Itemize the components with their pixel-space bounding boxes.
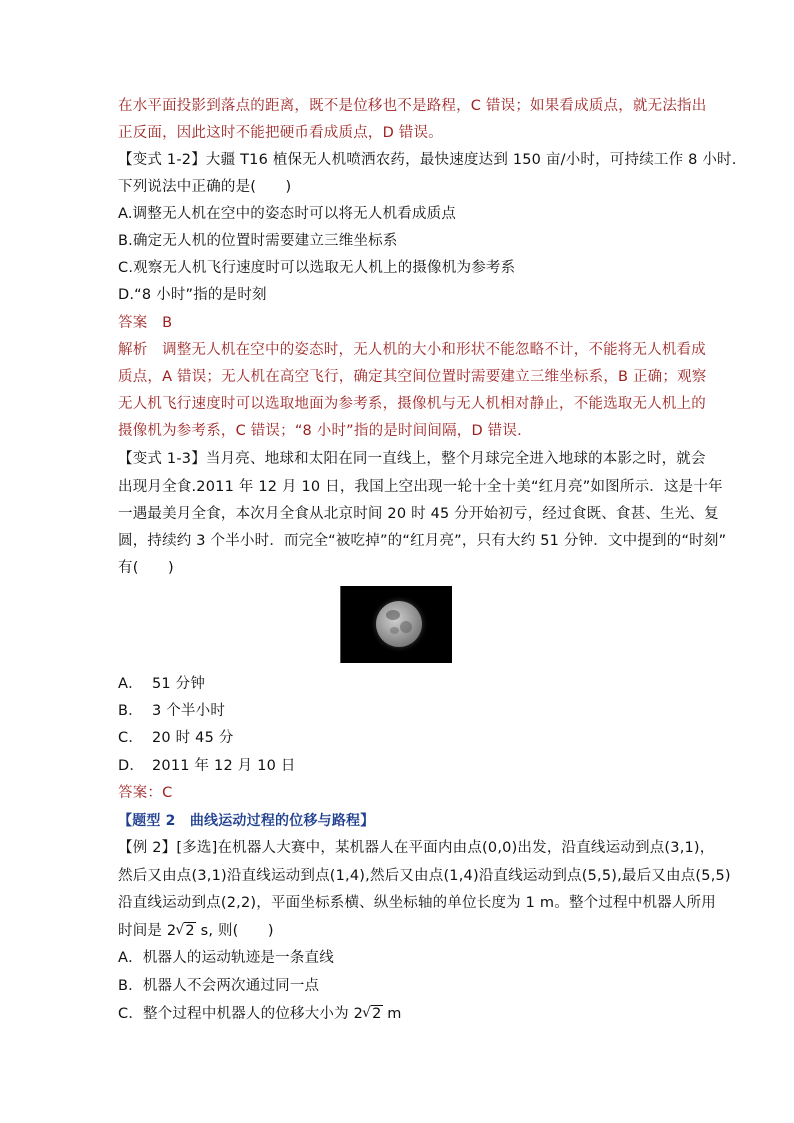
question-prompt: 下列说法中正确的是( ) xyxy=(118,179,292,195)
question-text: 一遇最美月全食，本次月全食从北京时间 20 时 45 分开始初亏，经过食既、食甚、生光、复 xyxy=(118,506,719,522)
option-text: 3 个半小时 xyxy=(152,703,226,719)
radicand: 2 xyxy=(372,1006,382,1022)
option-b: B.确定无人机的位置时需要建立三维坐标系 xyxy=(118,233,398,249)
question-text: 圆，持续约 3 个半小时．而完全“被吃掉”的“红月亮”，只有大约 51 分钟．文中提到的“时刻” xyxy=(118,533,727,549)
answer-line: 答案 B xyxy=(118,315,173,331)
analysis-line: 无人机飞行速度时可以选取地面为参考系，摄像机与无人机相对静止，不能选取无人机上的 xyxy=(118,396,706,412)
option-d xyxy=(118,756,296,776)
question-variant-1-3: 【变式 1-3】当月亮、地球和太阳在同一直线上，整个月球完全进入地球的本影之时，就会 xyxy=(118,451,706,467)
option-text: 20 时 45 分 xyxy=(152,730,234,746)
question-text: 有( ) xyxy=(118,560,174,576)
question-variant-1-2: 【变式 1-2】大疆 T16 植保无人机喷洒农药，最快速度达到 150 亩/小时，可持续工作 8 小时. xyxy=(118,152,737,168)
option-a xyxy=(118,674,205,694)
analysis-line: 摄像机为参考系，C 错误；“8 小时”指的是时间间隔，D 错误. xyxy=(118,423,522,439)
example-2-text xyxy=(118,921,274,941)
option-label: C． xyxy=(118,730,144,746)
option-a: A．机器人的运动轨迹是一条直线 xyxy=(118,950,334,966)
text-segment: m xyxy=(382,1006,402,1022)
option-text: 51 分钟 xyxy=(152,676,206,692)
option-c xyxy=(118,728,234,748)
option-a: A.调整无人机在空中的姿态时可以将无人机看成质点 xyxy=(118,206,457,222)
text-segment: s, 则( ) xyxy=(195,923,274,939)
question-text: 出现月全食.2011 年 12 月 10 日，我国上空出现一轮十全十美“红月亮”如图所示．这是十年 xyxy=(118,479,723,495)
section-heading: 【题型 2 曲线运动过程的位移与路程】 xyxy=(118,813,375,829)
analysis-line: 质点，A 错误；无人机在高空飞行，确定其空间位置时需要建立三维坐标系，B 正确；观察 xyxy=(118,369,707,385)
red-moon-photo xyxy=(340,586,452,663)
option-b: B．机器人不会两次通过同一点 xyxy=(118,978,320,994)
explanation-line: 在水平面投影到落点的距离，既不是位移也不是路程，C 错误；如果看成质点，就无法指出 xyxy=(118,98,707,114)
answer-line: 答案：C xyxy=(118,785,173,801)
radicand: 2 xyxy=(185,923,195,939)
explanation-line: 正反面，因此这时不能把硬币看成质点，D 错误。 xyxy=(118,125,443,141)
example-2-text: 然后又由点(3,1)沿直线运动到点(1,4),然后又由点(1,4)沿直线运动到点(5,5),最后又由点(5,5) xyxy=(118,868,731,884)
option-d: D.“8 小时”指的是时刻 xyxy=(118,287,267,303)
option-label: A． xyxy=(118,676,143,692)
option-b xyxy=(118,701,225,721)
sqrt-symbol xyxy=(363,1004,382,1024)
option-text: 2011 年 12 月 10 日 xyxy=(152,758,296,774)
analysis-line: 解析 调整无人机在空中的姿态时，无人机的大小和形状不能忽略不计，不能将无人机看成 xyxy=(118,342,706,358)
option-label: D． xyxy=(118,758,145,774)
text-segment: 时间是 2 xyxy=(118,923,177,939)
option-label: B． xyxy=(118,703,143,719)
example-2-text: 【例 2】[多选]在机器人大赛中，某机器人在平面内由点(0,0)出发，沿直线运动到点(3,1)， xyxy=(118,840,715,856)
example-2-text: 沿直线运动到点(2,2)，平面坐标系横、纵坐标轴的单位长度为 1 m。整个过程中机器人所用 xyxy=(118,895,716,911)
moon-image xyxy=(376,601,422,647)
option-c xyxy=(118,1004,402,1024)
option-c: C.观察无人机飞行速度时可以选取无人机上的摄像机为参考系 xyxy=(118,260,516,276)
sqrt-symbol xyxy=(176,921,195,941)
text-segment: C．整个过程中机器人的位移大小为 2 xyxy=(118,1006,364,1022)
